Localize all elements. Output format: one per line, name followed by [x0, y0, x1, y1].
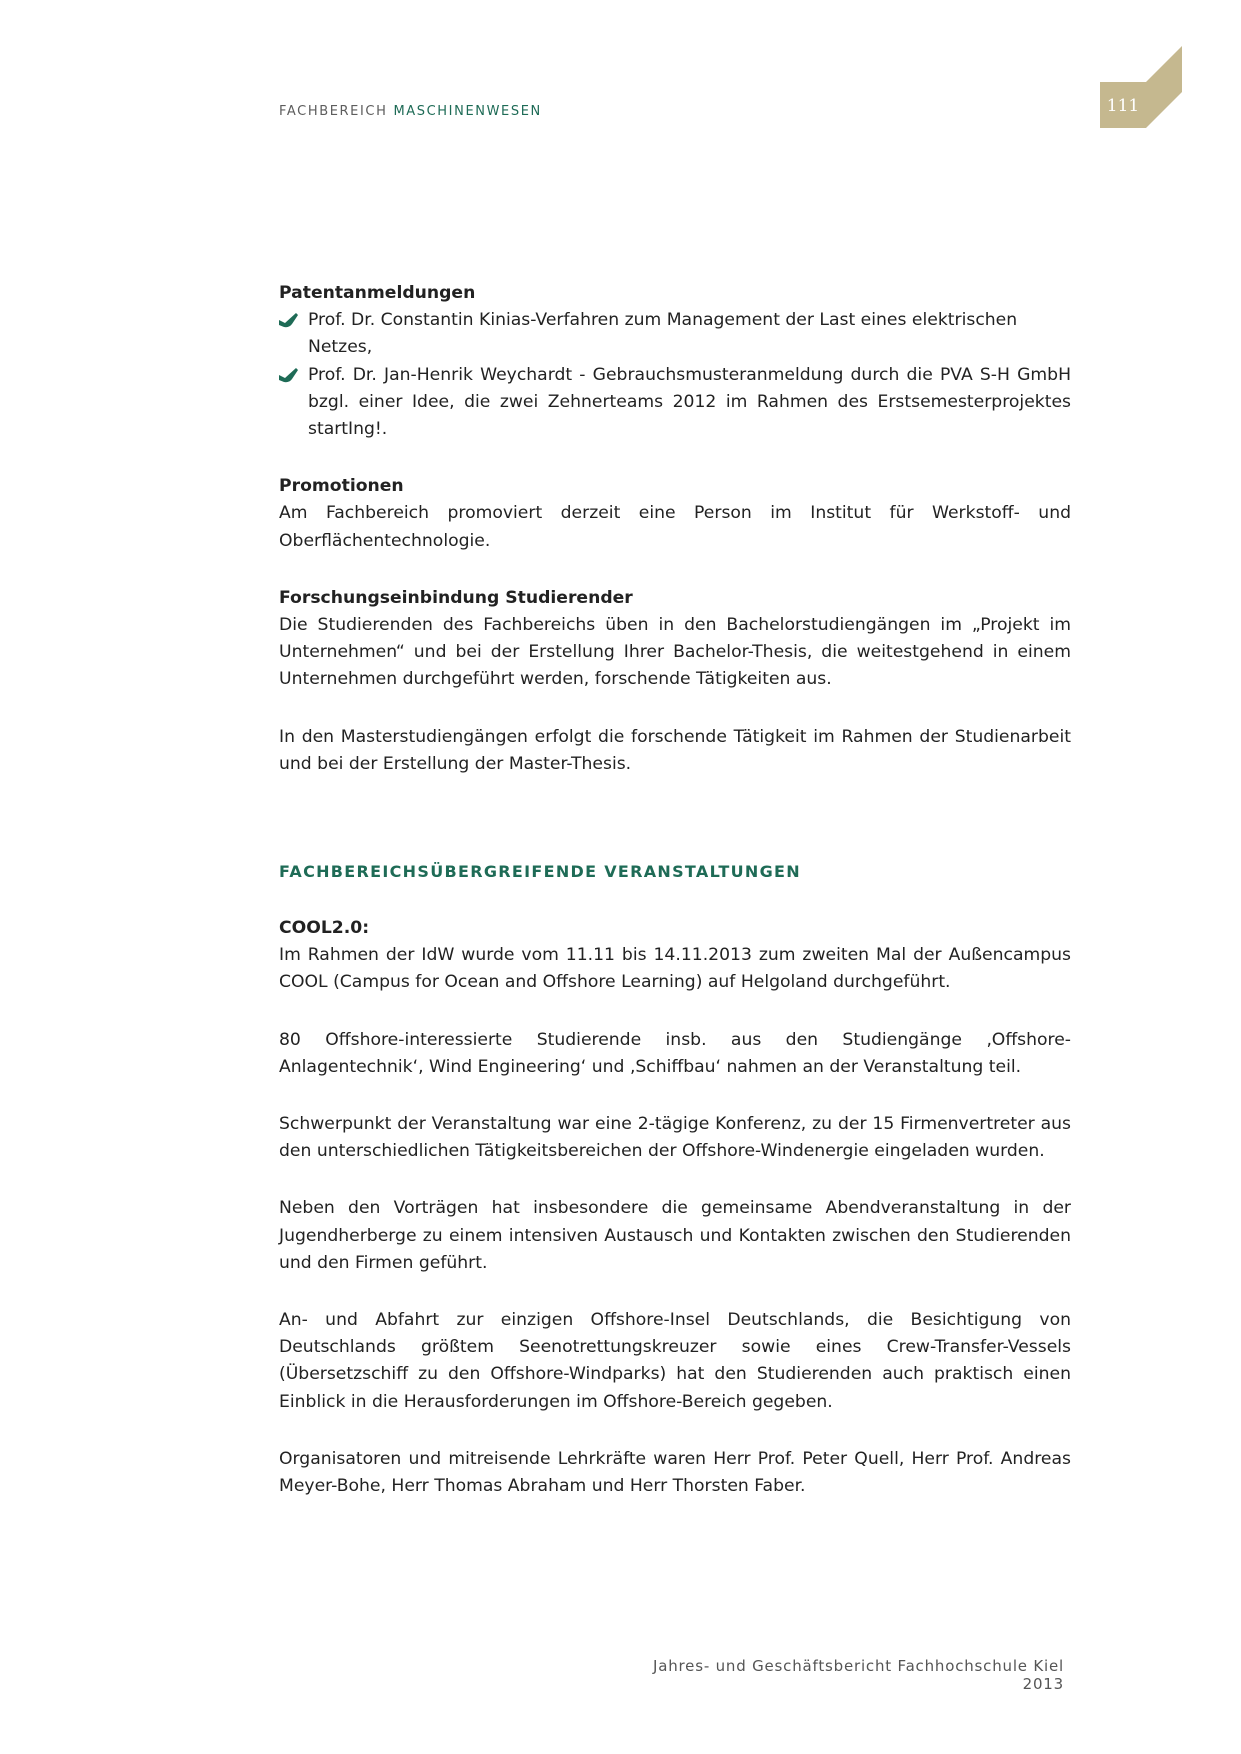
list-item: [279, 362, 1071, 444]
page-number: 111: [1106, 96, 1140, 116]
forschung-paragraph: In den Masterstudiengängen erfolgt die forschende Tätigkeit im Rahmen der Studienarbeit und bei der Erstellung der Master-Thesis.: [279, 726, 1071, 774]
list-item: [279, 307, 1071, 361]
header-section: MASCHINENWESEN: [393, 104, 542, 119]
page-footer: Jahres- und Geschäftsbericht Fachhochschule Kiel 2013: [653, 1657, 1064, 1693]
list-item-text: Prof. Dr. Jan-Henrik Weychardt - Gebrauchsmusteranmeldung durch die PVA S-H GmbH bzgl. einer Idee, die zwei Zehnerteams 2012 im Rahmen des Erstsemesterprojektes startIng!.: [308, 364, 1071, 440]
event-paragraph: An- und Abfahrt zur einzigen Offshore-Insel Deutschlands, die Besichtigung von Deutschlands größtem Seenotrettungskreuzer sowie eines Crew-Transfer-Vessels (Übersetzschiff zu den Offshore-Windparks) hat den Studierenden auch praktisch einen Einblick in die Herausforderungen im Offshore-Bereich gegeben.: [279, 1310, 1071, 1412]
event-paragraph: Neben den Vorträgen hat insbesondere die gemeinsame Abendveranstaltung in der Jugendherberge zu einem intensiven Austausch und Kontakten zwischen den Studierenden und den Firmen geführt.: [279, 1198, 1071, 1273]
promotionen-title: Promotionen: [279, 476, 404, 497]
check-icon: [279, 368, 298, 383]
event-paragraph: 80 Offshore-interessierte Studierende insb. aus den Studiengänge ‚Offshore-Anlagentechnik‘, Wind Engineering‘ und ‚Schiffbau‘ nahmen an der Veranstaltung teil.: [279, 1029, 1071, 1077]
check-icon: [279, 313, 298, 328]
main-content: [279, 280, 1071, 1500]
running-header: [279, 104, 542, 119]
cool-subtitle: COOL2.0:: [279, 918, 370, 939]
event-paragraph: Schwerpunkt der Veranstaltung war eine 2-tägige Konferenz, zu der 15 Firmenvertreter aus den unterschiedlichen Tätigkeitsbereichen der Offshore-Windenergie eingeladen wurden.: [279, 1114, 1071, 1162]
patente-list: [279, 307, 1071, 443]
forschung-paragraph: Die Studierenden des Fachbereichs üben in den Bachelorstudiengängen im „Projekt im Unternehmen“ und bei der Erstellung Ihrer Bachelor-Thesis, die weitestgehend in einem Unternehmen durchgeführt werden, forschende Tätigkeiten aus.: [279, 615, 1071, 690]
event-paragraph: Im Rahmen der IdW wurde vom 11.11 bis 14.11.2013 zum zweiten Mal der Außencampus COOL (Campus for Ocean and Offshore Learning) auf Helgoland durchgeführt.: [279, 945, 1071, 993]
list-item-text: Prof. Dr. Constantin Kinias-Verfahren zum Management der Last eines elektrischen Netzes,: [308, 310, 1018, 358]
header-prefix: FACHBEREICH: [279, 104, 388, 119]
patente-title: Patentanmeldungen: [279, 283, 476, 303]
section-heading: FACHBEREICHSÜBERGREIFENDE VERANSTALTUNGEN: [279, 862, 801, 882]
promotionen-text: Am Fachbereich promoviert derzeit eine Person im Institut für Werkstoff- und Oberflächentechnologie.: [279, 503, 1071, 551]
forschung-title: Forschungseinbindung Studierender: [279, 587, 633, 608]
event-paragraph: Organisatoren und mitreisende Lehrkräfte waren Herr Prof. Peter Quell, Herr Prof. Andreas Meyer-Bohe, Herr Thomas Abraham und Herr Thorsten Faber.: [279, 1448, 1071, 1497]
page-number-tab: [1100, 44, 1182, 128]
